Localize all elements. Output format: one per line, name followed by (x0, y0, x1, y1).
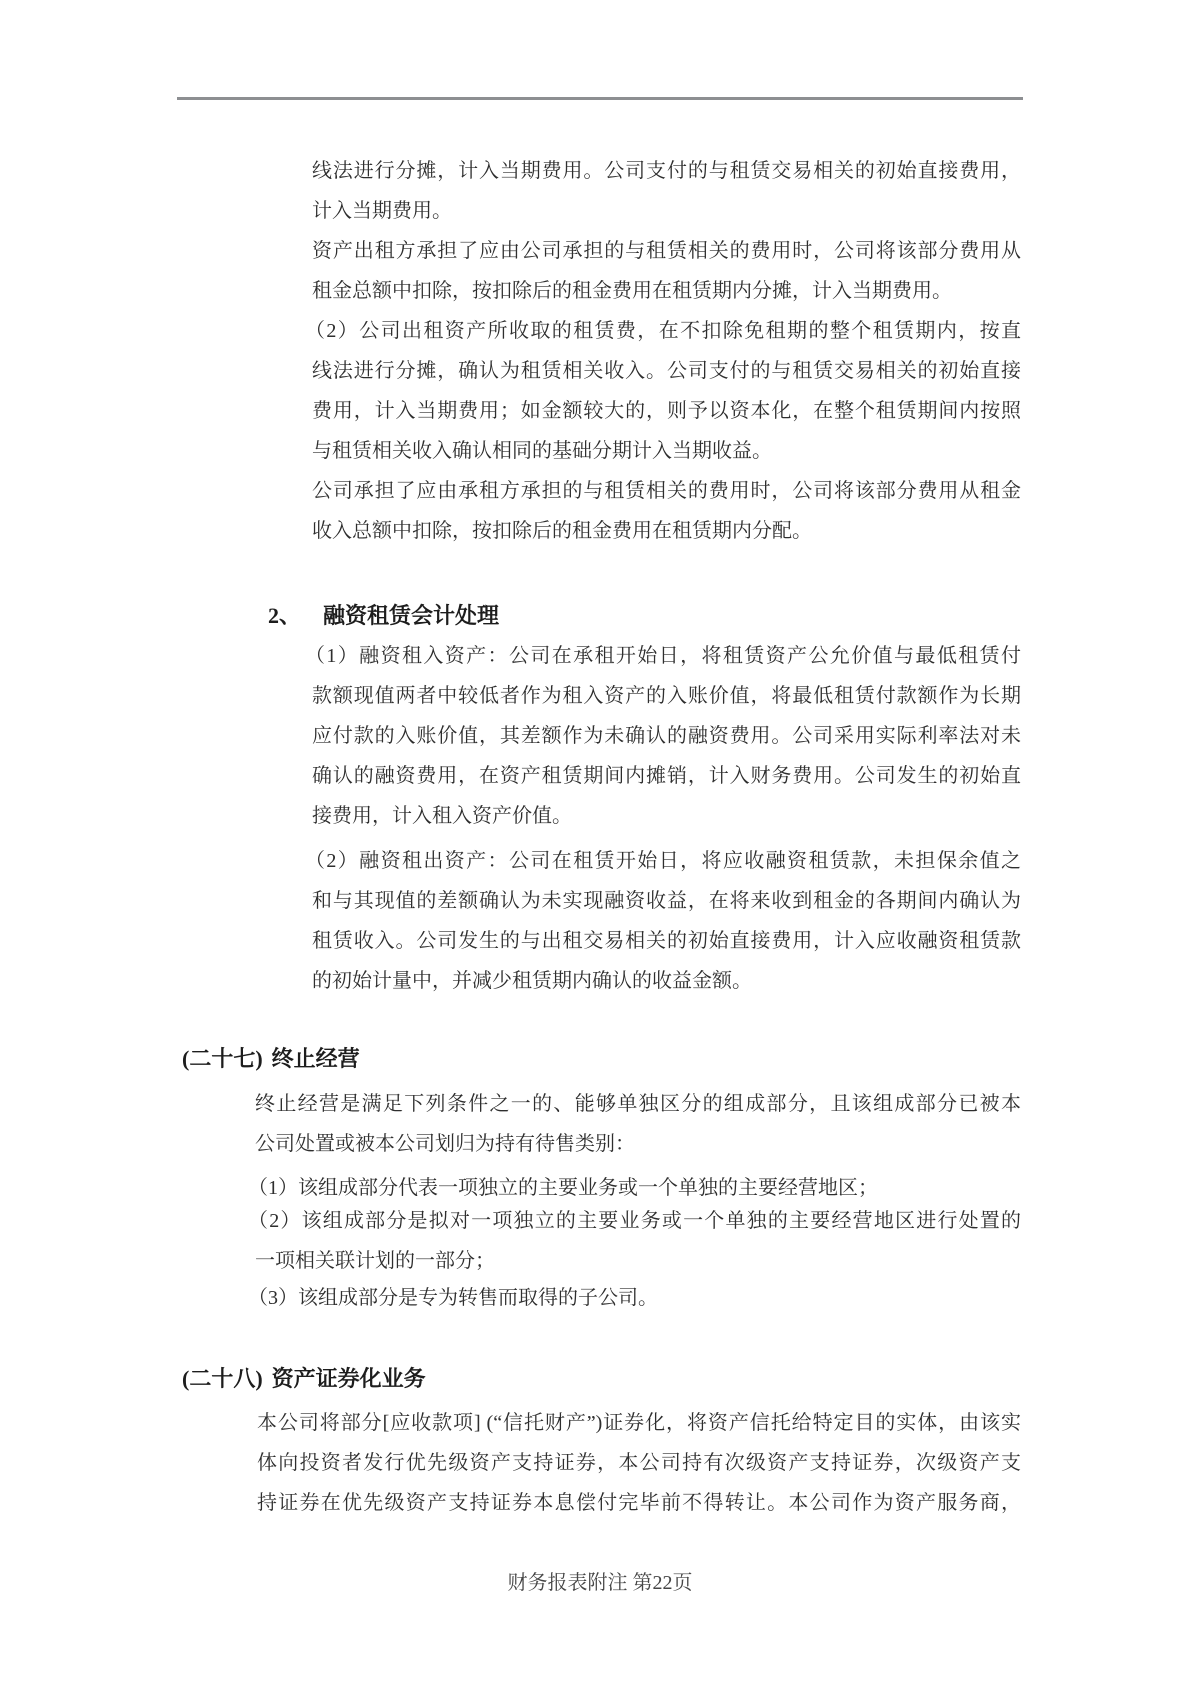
text-line: 费用，计入当期费用；如金额较大的，则予以资本化，在整个租赁期间内按照 (312, 400, 1021, 422)
header-rule (177, 97, 1023, 100)
text-line: （1）融资租入资产：公司在承租开始日，将租赁资产公允价值与最低租赁付 (305, 645, 1021, 667)
text-line: 体向投资者发行优先级资产支持证券，本公司持有次级资产支持证券，次级资产支 (257, 1452, 1021, 1474)
text-line: 终止经营是满足下列条件之一的、能够单独区分的组成部分，且该组成部分已被本 (255, 1093, 1021, 1115)
section-heading-discontinued-operations (182, 1039, 360, 1079)
paragraph-asset-securitization (257, 1403, 1021, 1523)
text-line: 持证券在优先级资产支持证券本息偿付完毕前不得转让。本公司作为资产服务商， (257, 1492, 1021, 1514)
heading-title: 融资租赁会计处理 (323, 603, 500, 628)
text-line: 确认的融资费用，在资产租赁期间内摊销，计入财务费用。公司发生的初始直 (312, 765, 1021, 787)
text-line: 收入总额中扣除，按扣除后的租金费用在租赁期内分配。 (312, 520, 812, 542)
text-line: 本公司将部分[应收款项] (“信托财产”)证券化，将资产信托给特定目的实体，由该实 (257, 1412, 1021, 1434)
text-line: 资产出租方承担了应由公司承担的与租赁相关的费用时，公司将该部分费用从 (312, 240, 1021, 262)
text-line: 一项相关联计划的一部分； (255, 1250, 495, 1272)
text-line: 应付款的入账价值，其差额作为未确认的融资费用。公司采用实际利率法对未 (312, 725, 1021, 747)
text-line: 计入当期费用。 (312, 200, 452, 222)
text-line: 公司处置或被本公司划归为持有待售类别： (255, 1133, 635, 1155)
text-line: 租金总额中扣除，按扣除后的租金费用在租赁期内分摊，计入当期费用。 (312, 280, 952, 302)
heading-number: (二十八) (182, 1366, 263, 1391)
section-heading-finance-lease (268, 596, 499, 636)
paragraph-finance-lease-out (305, 841, 1021, 1001)
text-line: 和与其现值的差额确认为未实现融资收益，在将来收到租金的各期间内确认为 (312, 890, 1021, 912)
heading-title: 资产证券化业务 (271, 1366, 426, 1391)
heading-title: 终止经营 (271, 1046, 360, 1071)
section-operating-lease-continued (305, 151, 1021, 551)
text-line: 线法进行分摊，确认为租赁相关收入。公司支付的与租赁交易相关的初始直接 (312, 360, 1021, 382)
paragraph-condition-2 (248, 1201, 1021, 1281)
text-line: （1）该组成部分代表一项独立的主要业务或一个单独的主要经营地区； (248, 1177, 878, 1199)
paragraph-discontinued-intro (255, 1084, 1021, 1164)
paragraph-condition-3 (248, 1278, 1014, 1318)
text-line: （2）公司出租资产所收取的租赁费，在不扣除免租期的整个租赁期内，按直 (305, 320, 1021, 342)
text-line: （2）该组成部分是拟对一项独立的主要业务或一个单独的主要经营地区进行处置的 (248, 1210, 1021, 1232)
text-line: （2）融资租出资产：公司在租赁开始日，将应收融资租赁款，未担保余值之 (305, 850, 1021, 872)
text-line: 租赁收入。公司发生的与出租交易相关的初始直接费用，计入应收融资租赁款 (312, 930, 1021, 952)
heading-number: 2、 (268, 603, 302, 628)
section-heading-asset-securitization (182, 1359, 426, 1399)
heading-number: (二十七) (182, 1046, 263, 1071)
paragraph-finance-lease-in (305, 636, 1021, 836)
text-line: 的初始计量中，并减少租赁期内确认的收益金额。 (312, 970, 752, 992)
text-line: 款额现值两者中较低者作为租入资产的入账价值，将最低租赁付款额作为长期 (312, 685, 1021, 707)
text-line: 与租赁相关收入确认相同的基础分期计入当期收益。 (312, 440, 772, 462)
footer-page-label: 财务报表附注 第22页 (507, 1572, 693, 1594)
text-line: 接费用，计入租入资产价值。 (312, 805, 572, 827)
text-line: 线法进行分摊，计入当期费用。公司支付的与租赁交易相关的初始直接费用， (312, 160, 1021, 182)
text-line: 公司承担了应由承租方承担的与租赁相关的费用时，公司将该部分费用从租金 (312, 480, 1021, 502)
text-line: （3）该组成部分是专为转售而取得的子公司。 (248, 1287, 658, 1309)
